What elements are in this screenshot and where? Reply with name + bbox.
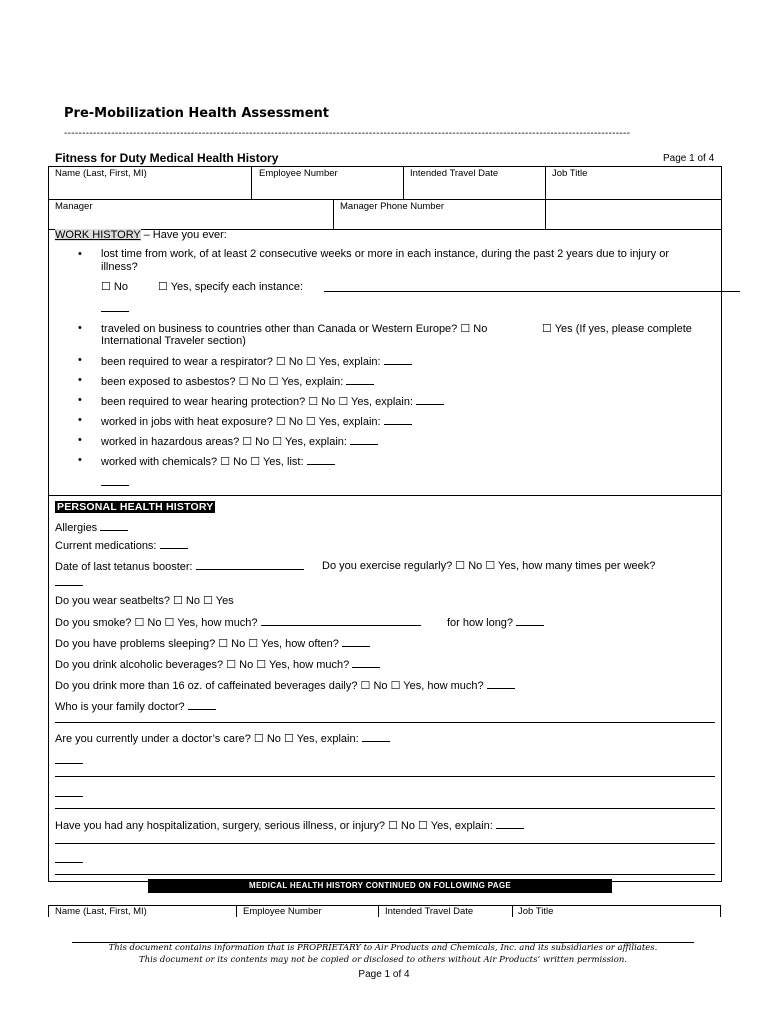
travel-date-field[interactable]: Intended Travel Date <box>410 168 499 179</box>
bottom-travel-date-field[interactable]: Intended Travel Date <box>385 906 474 917</box>
bottom-divider-2 <box>378 905 379 917</box>
work-q4[interactable] <box>101 374 374 388</box>
work-q8[interactable] <box>101 454 335 468</box>
smoke-long-label: for how long? <box>447 617 514 629</box>
bullet-icon: • <box>78 248 82 260</box>
work-q3[interactable] <box>101 354 412 368</box>
answer-blank[interactable] <box>384 414 412 425</box>
hospital-line-1[interactable] <box>55 843 715 844</box>
work-q2-yes[interactable]: ☐ Yes (If yes, please complete <box>542 323 692 335</box>
answer-blank[interactable] <box>346 374 374 385</box>
under-care-line-short[interactable] <box>55 763 83 764</box>
exercise-question[interactable]: Do you exercise regularly? ☐ No ☐ Yes, how many times per week? <box>322 560 656 572</box>
work-q7-text: worked in hazardous areas? ☐ No ☐ Yes, explain: <box>101 436 347 448</box>
work-q1-answer-line-2[interactable] <box>101 311 129 312</box>
work-q6[interactable] <box>101 414 412 428</box>
bullet-icon: • <box>78 354 82 366</box>
answer-blank[interactable] <box>362 731 390 742</box>
work-q2-cont: International Traveler section) <box>101 335 246 347</box>
bottom-divider-1 <box>236 905 237 917</box>
manager-field[interactable]: Manager <box>55 201 93 212</box>
caffeine-row[interactable] <box>55 678 515 692</box>
footer-copy-notice: This document or its contents may not be copied or disclosed to others without Air Products’ written permission. <box>138 955 627 965</box>
smoke-long-row[interactable] <box>447 615 544 629</box>
bottom-job-title-field[interactable]: Job Title <box>518 906 554 917</box>
smoke-row[interactable] <box>55 615 421 629</box>
under-care-line-short-2[interactable] <box>55 796 83 797</box>
exercise-answer-line[interactable] <box>55 585 83 586</box>
doctor-answer-line[interactable] <box>55 722 715 723</box>
work-q3-text: been required to wear a respirator? ☐ No ☐ Yes, explain: <box>101 356 381 368</box>
answer-blank[interactable] <box>160 538 188 549</box>
section-title: Fitness for Duty Medical Health History <box>55 151 279 165</box>
answer-blank[interactable] <box>196 559 304 570</box>
sleeping-question: Do you have problems sleeping? ☐ No ☐ Yes, how often? <box>55 638 339 650</box>
hospital-question: Have you had any hospitalization, surgery, serious illness, or injury? ☐ No ☐ Yes, explain: <box>55 820 493 832</box>
dashed-separator: ------------------------------------------------------------------------------------------------------------------------------------------------------------ <box>64 128 631 139</box>
work-q1: lost time from work, of at least 2 consecutive weeks or more in each instance, during the past 2 years due to injury or <box>101 248 669 260</box>
hospital-row[interactable] <box>55 818 524 832</box>
bullet-icon: • <box>78 454 82 466</box>
work-q8-answer-line-2[interactable] <box>101 485 129 486</box>
under-care-row[interactable] <box>55 731 390 745</box>
bottom-divider-3 <box>512 905 513 917</box>
answer-blank[interactable] <box>516 615 544 626</box>
employee-number-field[interactable]: Employee Number <box>259 168 338 179</box>
answer-blank[interactable] <box>261 615 421 626</box>
row1-bottom-line <box>48 199 721 200</box>
row1-divider-1 <box>251 166 252 199</box>
under-care-line-1[interactable] <box>55 776 715 777</box>
work-q5-text: been required to wear hearing protection? ☐ No ☐ Yes, explain: <box>101 396 414 408</box>
work-q1-answer-line[interactable] <box>324 291 740 292</box>
bottom-divider-0 <box>48 905 49 917</box>
answer-blank[interactable] <box>352 657 380 668</box>
tetanus-row[interactable] <box>55 559 304 573</box>
medications-label: Current medications: <box>55 540 157 552</box>
smoke-question: Do you smoke? ☐ No ☐ Yes, how much? <box>55 617 258 629</box>
doctor-row[interactable] <box>55 699 216 713</box>
bullet-icon: • <box>78 322 82 334</box>
bullet-icon: • <box>78 434 82 446</box>
bullet-icon: • <box>78 414 82 426</box>
page-indicator-top: Page 1 of 4 <box>663 153 715 164</box>
document-title: Pre-Mobilization Health Assessment <box>64 106 329 121</box>
personal-health-header: PERSONAL HEALTH HISTORY <box>57 501 214 513</box>
sleeping-row[interactable] <box>55 636 370 650</box>
footer-proprietary-notice: This document contains information that is PROPRIETARY to Air Products and Chemicals, Inc. and its subsidiaries or affiliates. <box>108 943 658 953</box>
row1-divider-2 <box>403 166 404 199</box>
work-q4-text: been exposed to asbestos? ☐ No ☐ Yes, explain: <box>101 376 344 388</box>
row2-divider-1 <box>333 199 334 229</box>
bottom-divider-4 <box>720 905 721 917</box>
name-field[interactable]: Name (Last, First, MI) <box>55 168 147 179</box>
work-q1-cont: illness? <box>101 261 138 273</box>
answer-blank[interactable] <box>416 394 444 405</box>
manager-phone-field[interactable]: Manager Phone Number <box>340 201 445 212</box>
row1-divider-3 <box>545 166 546 199</box>
caffeine-question: Do you drink more than 16 oz. of caffeinated beverages daily? ☐ No ☐ Yes, how much? <box>55 680 484 692</box>
allergies-row[interactable] <box>55 520 128 534</box>
work-q6-text: worked in jobs with heat exposure? ☐ No ☐ Yes, explain: <box>101 416 381 428</box>
answer-blank[interactable] <box>487 678 515 689</box>
allergies-label: Allergies <box>55 522 98 534</box>
tetanus-label: Date of last tetanus booster: <box>55 561 193 573</box>
under-care-line-2[interactable] <box>55 808 715 809</box>
work-q2: traveled on business to countries other than Canada or Western Europe? ☐ No <box>101 323 488 335</box>
alcohol-row[interactable] <box>55 657 380 671</box>
work-q5[interactable] <box>101 394 444 408</box>
bullet-icon: • <box>78 394 82 406</box>
answer-blank[interactable] <box>342 636 370 647</box>
bottom-name-field[interactable]: Name (Last, First, MI) <box>55 906 147 917</box>
doctor-question: Who is your family doctor? <box>55 701 185 713</box>
bottom-fields-row <box>48 905 720 918</box>
work-q1-yes[interactable]: ☐ Yes, specify each instance: <box>158 281 304 293</box>
work-history-title: WORK HISTORY <box>55 229 141 241</box>
hospital-line-2[interactable] <box>55 874 715 875</box>
job-title-field[interactable]: Job Title <box>552 168 588 179</box>
work-q8-text: worked with chemicals? ☐ No ☐ Yes, list: <box>101 456 304 468</box>
answer-blank[interactable] <box>100 520 128 531</box>
bullet-icon: • <box>78 374 82 386</box>
footer-page-number: Page 1 of 4 <box>358 969 410 980</box>
under-care-question: Are you currently under a doctor’s care? ☐ No ☐ Yes, explain: <box>55 733 359 745</box>
medications-row[interactable] <box>55 538 188 552</box>
work-history-header <box>55 229 227 241</box>
answer-blank[interactable] <box>350 434 378 445</box>
work-q1-no[interactable]: ☐ No <box>101 281 128 293</box>
form-box <box>48 166 722 882</box>
row2-divider-2 <box>545 199 546 229</box>
hospital-line-short[interactable] <box>55 862 83 863</box>
continued-banner: MEDICAL HEALTH HISTORY CONTINUED ON FOLLOWING PAGE <box>148 879 612 893</box>
answer-blank[interactable] <box>384 354 412 365</box>
answer-blank[interactable] <box>188 699 216 710</box>
bottom-employee-number-field[interactable]: Employee Number <box>243 906 322 917</box>
section-divider <box>48 495 721 496</box>
answer-blank[interactable] <box>307 454 335 465</box>
work-history-subtitle: – Have you ever: <box>140 229 227 241</box>
seatbelts-question[interactable]: Do you wear seatbelts? ☐ No ☐ Yes <box>55 595 234 607</box>
work-q7[interactable] <box>101 434 378 448</box>
alcohol-question: Do you drink alcoholic beverages? ☐ No ☐ Yes, how much? <box>55 659 350 671</box>
answer-blank[interactable] <box>496 818 524 829</box>
